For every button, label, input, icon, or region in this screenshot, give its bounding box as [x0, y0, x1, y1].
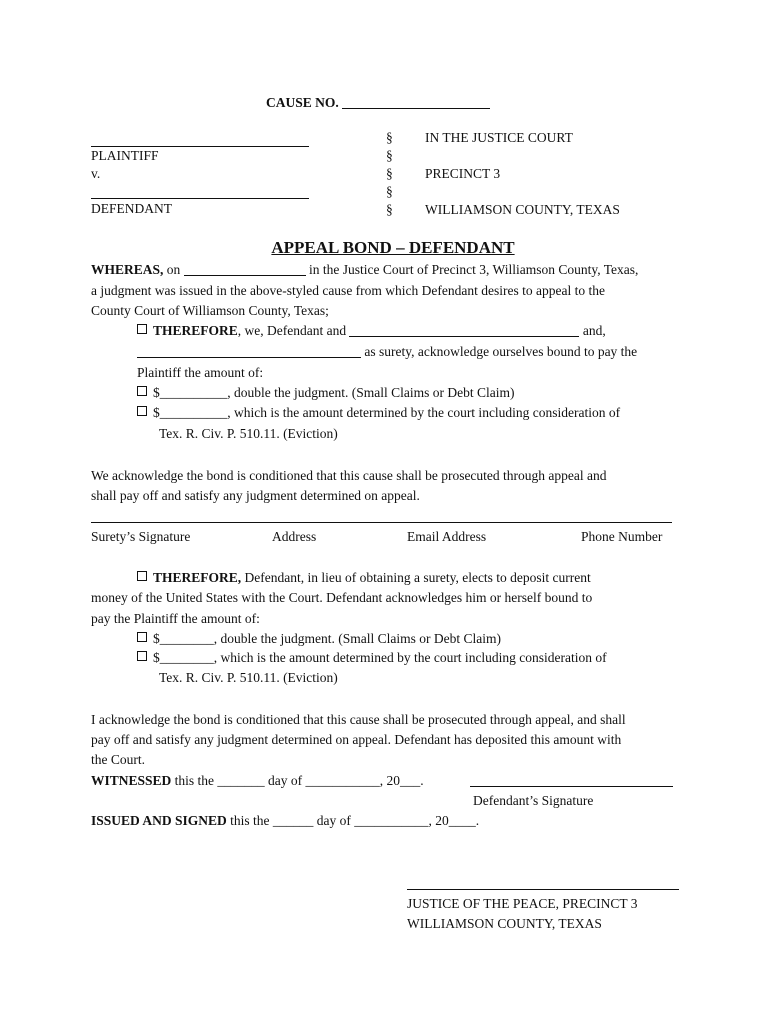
ack1-line-2: shall pay off and satisfy any judgment determined on appeal. — [91, 488, 420, 503]
cash-court-checkbox[interactable] — [137, 651, 147, 661]
surety-double-text: $__________, double the judgment. (Small Claims or Debt Claim) — [153, 385, 515, 400]
justice-signature-line[interactable] — [407, 889, 679, 890]
section-mark: § — [386, 130, 393, 145]
email-label: Email Address — [407, 529, 487, 544]
whereas-on: on — [166, 262, 181, 277]
cash-court-text: $________, which is the amount determined by the court including consideration of — [153, 650, 607, 665]
ack2-line-1: I acknowledge the bond is conditioned that this cause shall be prosecuted through appeal, and shall — [91, 712, 626, 727]
ack2-line-2: pay off and satisfy any judgment determined on appeal. Defendant has deposited this amount with — [91, 732, 622, 747]
cash-option-court — [137, 650, 607, 666]
defendant-line[interactable] — [91, 198, 309, 199]
plaintiff-label: PLAINTIFF — [91, 148, 159, 163]
surety-option-line-1 — [137, 323, 606, 339]
surety-text-2: as surety, acknowledge ourselves bound to pay the — [364, 344, 638, 359]
surety-option-line-2 — [137, 344, 637, 360]
phone-label: Phone Number — [581, 529, 663, 544]
issued-text: this the ______ day of ___________, 20____. — [226, 813, 480, 828]
cash-line-2: money of the United States with the Court. Defendant acknowledges him or herself bound to — [91, 590, 593, 605]
issued-bold: ISSUED AND SIGNED — [91, 813, 227, 828]
cause-label: CAUSE NO. — [266, 95, 339, 110]
whereas-line-2: a judgment was issued in the above-styled cause from which Defendant desires to appeal to the — [91, 283, 605, 298]
cash-court-rule: Tex. R. Civ. P. 510.11. (Eviction) — [159, 670, 338, 685]
surety-double-checkbox[interactable] — [137, 386, 147, 396]
witnessed-text: this the _______ day of ___________, 20___. — [171, 773, 424, 788]
whereas-rest: in the Justice Court of Precinct 3, Williamson County, Texas, — [309, 262, 639, 277]
surety-option-checkbox[interactable] — [137, 324, 147, 334]
surety-signature-line[interactable] — [91, 522, 672, 523]
surety-court-text: $__________, which is the amount determined by the court including consideration of — [153, 405, 621, 420]
surety-court-rule: Tex. R. Civ. P. 510.11. (Eviction) — [159, 426, 338, 441]
ack1-line-1: We acknowledge the bond is conditioned that this cause shall be prosecuted through appeal and — [91, 468, 607, 483]
cash-line-3: pay the Plaintiff the amount of: — [91, 611, 260, 626]
defendant-label: DEFENDANT — [91, 201, 172, 216]
ack2-line-3: the Court. — [91, 752, 145, 767]
judgment-date-field[interactable] — [184, 263, 306, 276]
surety-therefore: THEREFORE — [153, 323, 238, 338]
surety-signature-label: Surety’s Signature — [91, 529, 191, 544]
cash-option-line-1 — [137, 570, 591, 586]
issued-line — [91, 813, 479, 829]
cash-therefore: THEREFORE, — [153, 570, 242, 585]
surety-option-court — [137, 405, 620, 421]
precinct-label: PRECINCT 3 — [425, 166, 501, 181]
surety-name-field[interactable] — [349, 324, 579, 337]
plaintiff-line[interactable] — [91, 146, 309, 147]
defendant-signature-label: Defendant’s Signature — [473, 793, 594, 808]
cash-double-checkbox[interactable] — [137, 632, 147, 642]
versus-label: v. — [91, 166, 101, 181]
surety-text-3: Plaintiff the amount of: — [137, 365, 264, 380]
surety-option-double — [137, 385, 514, 401]
cash-option-checkbox[interactable] — [137, 571, 147, 581]
cash-text-1: Defendant, in lieu of obtaining a surety, elects to deposit current — [241, 570, 591, 585]
cash-option-double — [137, 631, 501, 647]
whereas-bold: WHEREAS, — [91, 262, 164, 277]
surety-and: and, — [582, 323, 606, 338]
cause-number-field[interactable] — [342, 96, 490, 109]
surety-court-checkbox[interactable] — [137, 406, 147, 416]
section-mark: § — [386, 148, 393, 163]
document-title: APPEAL BOND – DEFENDANT — [271, 238, 515, 257]
justice-title: JUSTICE OF THE PEACE, PRECINCT 3 — [407, 896, 638, 911]
section-mark: § — [386, 202, 393, 217]
county-label: WILLIAMSON COUNTY, TEXAS — [425, 202, 620, 217]
cause-number — [266, 95, 490, 111]
surety-name-field-2[interactable] — [137, 345, 361, 358]
surety-text-1: , we, Defendant and — [237, 323, 347, 338]
court-label: IN THE JUSTICE COURT — [425, 130, 573, 145]
justice-county: WILLIAMSON COUNTY, TEXAS — [407, 916, 602, 931]
witnessed-line — [91, 773, 424, 789]
whereas-line-3: County Court of Williamson County, Texas; — [91, 303, 329, 318]
address-label: Address — [272, 529, 317, 544]
whereas-line-1 — [91, 262, 638, 278]
witnessed-bold: WITNESSED — [91, 773, 172, 788]
section-mark: § — [386, 184, 393, 199]
section-mark: § — [386, 166, 393, 181]
cash-double-text: $________, double the judgment. (Small Claims or Debt Claim) — [153, 631, 501, 646]
defendant-signature-line[interactable] — [470, 786, 673, 787]
